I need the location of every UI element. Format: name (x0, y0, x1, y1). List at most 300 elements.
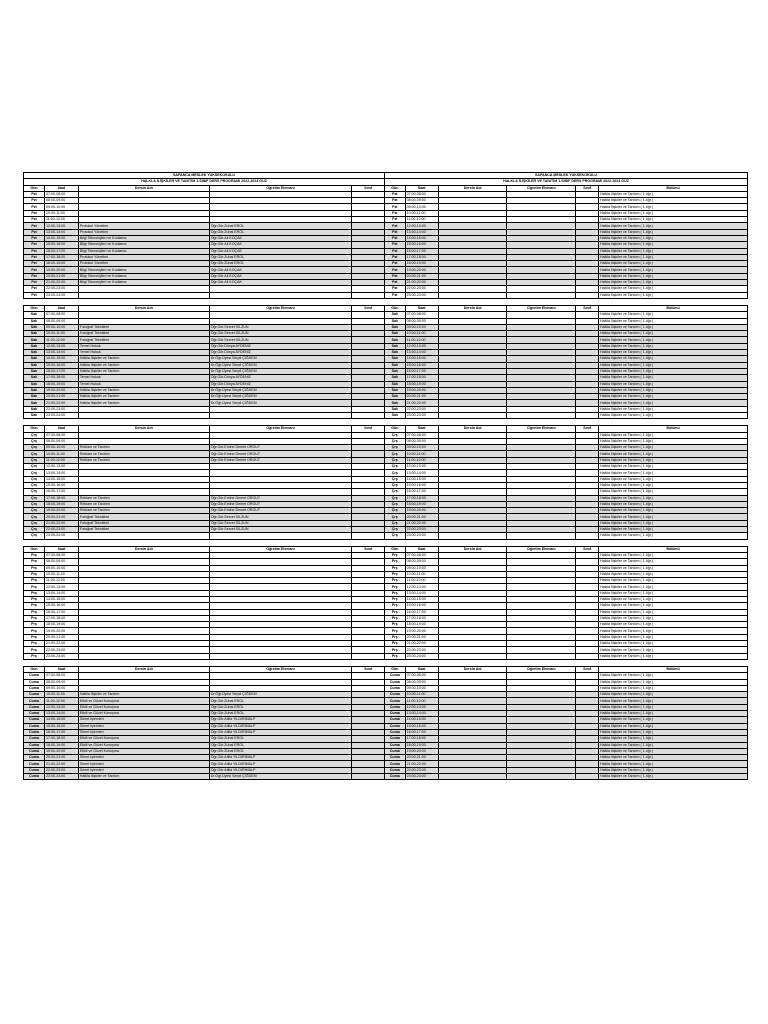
course-cell: Temel Hukuk (78, 350, 209, 356)
time-cell: 17:00-18:00 (405, 615, 438, 621)
time-cell: 10:00-11:00 (405, 451, 438, 457)
day-cell: Çrş (24, 438, 45, 444)
column-header: Dersin Adı (438, 426, 507, 432)
teacher-cell: Öğr.Gör.Atilla YILDIRIMALP (209, 755, 352, 761)
time-cell: 19:00-20:00 (405, 628, 438, 634)
column-header: Öğretim Elemanı (209, 426, 352, 432)
gap-cell (352, 539, 385, 546)
day-cell: Cuma (24, 774, 45, 780)
teacher-cell: Öğr.Gör.Atilla YILDIRIMALP (209, 767, 352, 773)
column-header: Saat (45, 546, 79, 552)
day-cell: Prş (24, 641, 45, 647)
teacher-cell: Öğr.Gör.Dünya AYDENİZ (209, 343, 352, 349)
teacher-cell: Dr.Öğr.Üyesi Serpil ÇİĞDEM (209, 387, 352, 393)
day-cell: Pzt (385, 210, 406, 216)
gap-cell (385, 539, 406, 546)
time-cell: 20:00-21:00 (45, 514, 79, 520)
day-cell: Prş (385, 634, 406, 640)
time-cell: 17:00-18:00 (405, 736, 438, 742)
day-cell: Pzt (385, 254, 406, 260)
day-cell: Pzt (24, 217, 45, 223)
day-cell: Cuma (24, 755, 45, 761)
gap-cell (78, 419, 209, 426)
department-cell: Halkla İlişkiler ve Tanıtım ( 1.öğr.) (599, 198, 748, 204)
course-cell: Reklam ve Tanıtım (78, 445, 209, 451)
time-cell: 21:00-22:00 (45, 400, 79, 406)
course-cell: Halkla İlişkiler ve Tanıtım (78, 394, 209, 400)
day-cell: Çrş (24, 482, 45, 488)
time-cell: 19:00-20:00 (45, 508, 79, 514)
course-cell: Reklam ve Tanıtım (78, 451, 209, 457)
teacher-cell: Öğr.Gör.Zuhal EROL (209, 742, 352, 748)
column-header: Saat (45, 666, 79, 672)
department-cell: Halkla İlişkiler ve Tanıtım ( 1.öğr.) (599, 527, 748, 533)
time-cell: 23:00-24:00 (45, 412, 79, 418)
department-cell: Halkla İlişkiler ve Tanıtım ( 1.öğr.) (599, 350, 748, 356)
course-cell: Fotoğraf Teknikleri (78, 514, 209, 520)
department-cell: Halkla İlişkiler ve Tanıtım ( 1.öğr.) (599, 622, 748, 628)
time-cell: 23:00-24:00 (45, 533, 79, 539)
time-cell: 13:00-14:00 (405, 229, 438, 235)
column-header: Gün (24, 185, 45, 191)
time-cell: 15:00-16:00 (45, 362, 79, 368)
gap-cell (507, 659, 576, 666)
column-header: Sınıf (352, 185, 385, 191)
day-cell: Çrş (385, 445, 406, 451)
department-cell: Halkla İlişkiler ve Tanıtım ( 1.öğr.) (599, 375, 748, 381)
time-cell: 18:00-19:00 (45, 742, 79, 748)
column-header: Dersin Adı (78, 185, 209, 191)
day-cell: Salı (24, 406, 45, 412)
day-cell: Pzt (385, 267, 406, 273)
gap-cell (405, 659, 438, 666)
day-cell: Çrş (24, 520, 45, 526)
time-cell: 22:00-23:00 (45, 286, 79, 292)
time-cell: 10:00-11:00 (45, 692, 79, 698)
course-cell: Fotoğraf Teknikleri (78, 527, 209, 533)
day-cell: Pzt (24, 235, 45, 241)
time-cell: 11:00-12:00 (45, 337, 79, 343)
day-gap (24, 539, 385, 546)
column-header: Saat (405, 305, 438, 311)
time-cell: 16:00-17:00 (405, 248, 438, 254)
time-cell: 15:00-16:00 (45, 723, 79, 729)
column-header: Gün (385, 426, 406, 432)
teacher-cell: Öğr.Gör.Ali KOÇAK (209, 273, 352, 279)
gap-cell (507, 419, 576, 426)
course-cell: Reklam ve Tanıtım (78, 501, 209, 507)
time-cell: 19:00-20:00 (405, 748, 438, 754)
teacher-cell: Dr.Öğr.Üyesi Serpil ÇİĞDEM (209, 362, 352, 368)
gap-cell (209, 659, 352, 666)
time-cell: 21:00-22:00 (405, 280, 438, 286)
course-cell: Senet İşlemleri (78, 761, 209, 767)
department-cell: Halkla İlişkiler ve Tanıtım ( 1.öğr.) (599, 609, 748, 615)
department-cell: Halkla İlişkiler ve Tanıtım ( 1.öğr.) (599, 489, 748, 495)
time-cell: 23:00-24:00 (405, 774, 438, 780)
day-cell: Salı (24, 324, 45, 330)
time-cell: 13:00-14:00 (45, 470, 79, 476)
day-gap (385, 539, 748, 546)
teacher-cell: Öğr.Gör.Emine Demet ORGUT (209, 501, 352, 507)
day-cell: Pzt (385, 229, 406, 235)
day-cell: Prş (385, 590, 406, 596)
department-cell: Halkla İlişkiler ve Tanıtım ( 1.öğr.) (599, 451, 748, 457)
department-cell: Halkla İlişkiler ve Tanıtım ( 1.öğr.) (599, 235, 748, 241)
department-cell: Halkla İlişkiler ve Tanıtım ( 1.öğr.) (599, 470, 748, 476)
course-cell: Protokol Yönetimi (78, 254, 209, 260)
day-cell: Salı (24, 356, 45, 362)
gap-cell (45, 659, 79, 666)
day-cell: Cuma (24, 673, 45, 679)
day-cell: Prş (385, 584, 406, 590)
teacher-cell: Öğr.Gör.Atilla YILDIRIMALP (209, 717, 352, 723)
time-cell: 15:00-16:00 (45, 482, 79, 488)
day-cell: Cuma (385, 679, 406, 685)
day-cell: Pzt (24, 191, 45, 197)
course-cell: Bilgi Teknolojileri ve Kodlama (78, 242, 209, 248)
department-cell: Halkla İlişkiler ve Tanıtım ( 1.öğr.) (599, 736, 748, 742)
time-cell: 17:00-18:00 (405, 375, 438, 381)
column-header: Öğretim Elemanı (209, 305, 352, 311)
day-cell: Prş (24, 634, 45, 640)
column-header: Saat (405, 185, 438, 191)
department-cell: Halkla İlişkiler ve Tanıtım ( 1.öğr.) (599, 217, 748, 223)
day-cell: Prş (385, 597, 406, 603)
day-cell: Prş (24, 597, 45, 603)
department-cell: Halkla İlişkiler ve Tanıtım ( 1.öğr.) (599, 761, 748, 767)
department-cell: Halkla İlişkiler ve Tanıtım ( 1.öğr.) (599, 774, 748, 780)
day-cell: Çrş (24, 476, 45, 482)
column-header: Dersin Adı (438, 305, 507, 311)
day-cell: Prş (385, 552, 406, 558)
teacher-cell: Dr.Öğr.Üyesi Serpil ÇİĞDEM (209, 400, 352, 406)
time-cell: 14:00-15:00 (45, 356, 79, 362)
day-cell: Prş (24, 565, 45, 571)
department-cell: Halkla İlişkiler ve Tanıtım ( 1.öğr.) (599, 647, 748, 653)
column-header: Dersin Adı (438, 185, 507, 191)
course-cell: Bilgi Teknolojileri ve Kodlama (78, 267, 209, 273)
day-cell: Prş (385, 578, 406, 584)
column-header: Saat (45, 305, 79, 311)
time-cell: 15:00-16:00 (405, 242, 438, 248)
column-header: Saat (405, 666, 438, 672)
department-cell: Halkla İlişkiler ve Tanıtım ( 1.öğr.) (599, 191, 748, 197)
day-cell: Salı (385, 368, 406, 374)
time-cell: 07:00-08:00 (45, 432, 79, 438)
column-header: Öğretim Elemanı (209, 185, 352, 191)
time-cell: 22:00-23:00 (405, 527, 438, 533)
gap-cell (45, 419, 79, 426)
department-cell: Halkla İlişkiler ve Tanıtım ( 1.öğr.) (599, 704, 748, 710)
day-cell: Pzt (24, 273, 45, 279)
department-cell: Halkla İlişkiler ve Tanıtım ( 1.öğr.) (599, 324, 748, 330)
day-cell: Çrş (385, 482, 406, 488)
time-cell: 15:00-16:00 (405, 603, 438, 609)
column-header: Saat (45, 185, 79, 191)
department-cell: Halkla İlişkiler ve Tanıtım ( 1.öğr.) (599, 578, 748, 584)
column-header: Saat (405, 426, 438, 432)
gap-cell (507, 298, 576, 305)
day-cell: Prş (24, 615, 45, 621)
time-cell: 08:00-09:00 (45, 318, 79, 324)
time-cell: 13:00-14:00 (45, 590, 79, 596)
department-cell: Halkla İlişkiler ve Tanıtım ( 1.öğr.) (599, 685, 748, 691)
gap-cell (438, 539, 507, 546)
day-cell: Cuma (385, 748, 406, 754)
gap-cell (352, 419, 385, 426)
teacher-cell: Dr.Öğr.Üyesi Serpil ÇİĞDEM (209, 356, 352, 362)
time-cell: 23:00-24:00 (45, 292, 79, 298)
column-header: Sınıf (352, 305, 385, 311)
column-header: Gün (24, 426, 45, 432)
day-cell: Prş (24, 628, 45, 634)
time-cell: 11:00-12:00 (405, 337, 438, 343)
course-cell: Senet İşlemleri (78, 717, 209, 723)
course-cell: Temel Hukuk (78, 381, 209, 387)
day-cell: Pzt (24, 204, 45, 210)
column-header: Sınıf (576, 666, 599, 672)
column-header: Bölümü (599, 666, 748, 672)
department-cell: Halkla İlişkiler ve Tanıtım ( 1.öğr.) (599, 597, 748, 603)
department-cell: Halkla İlişkiler ve Tanıtım ( 1.öğr.) (599, 273, 748, 279)
time-cell: 16:00-17:00 (45, 609, 79, 615)
day-cell: Salı (24, 343, 45, 349)
teacher-cell: Öğr.Gör.Servet SİLZUN (209, 324, 352, 330)
department-cell: Halkla İlişkiler ve Tanıtım ( 1.öğr.) (599, 337, 748, 343)
column-header: Bölümü (599, 546, 748, 552)
day-cell: Cuma (24, 685, 45, 691)
time-cell: 18:00-19:00 (405, 501, 438, 507)
time-cell: 07:00-08:00 (45, 552, 79, 558)
time-cell: 18:00-19:00 (45, 261, 79, 267)
day-cell: Çrş (385, 438, 406, 444)
gap-cell (24, 419, 45, 426)
course-cell: Temel Hukuk (78, 343, 209, 349)
column-header: Saat (405, 546, 438, 552)
course-cell: Protokol Yönetimi (78, 223, 209, 229)
schedule-right (384, 172, 748, 780)
day-cell: Çrş (24, 501, 45, 507)
department-cell: Halkla İlişkiler ve Tanıtım ( 1.öğr.) (599, 520, 748, 526)
time-cell: 20:00-21:00 (405, 273, 438, 279)
time-cell: 14:00-15:00 (45, 717, 79, 723)
gap-cell (78, 298, 209, 305)
time-cell: 20:00-21:00 (45, 394, 79, 400)
course-cell: Fotoğraf Teknikleri (78, 337, 209, 343)
day-cell: Salı (24, 387, 45, 393)
column-header: Bölümü (599, 185, 748, 191)
course-cell: Bilgi Teknolojileri ve Kodlama (78, 248, 209, 254)
gap-cell (385, 298, 406, 305)
day-cell: Prş (385, 641, 406, 647)
time-cell: 21:00-22:00 (405, 520, 438, 526)
department-cell: Halkla İlişkiler ve Tanıtım ( 1.öğr.) (599, 394, 748, 400)
day-cell: Prş (385, 609, 406, 615)
department-cell: Halkla İlişkiler ve Tanıtım ( 1.öğr.) (599, 331, 748, 337)
gap-cell (352, 659, 385, 666)
time-cell: 08:00-09:00 (45, 679, 79, 685)
department-cell: Halkla İlişkiler ve Tanıtım ( 1.öğr.) (599, 432, 748, 438)
department-cell: Halkla İlişkiler ve Tanıtım ( 1.öğr.) (599, 223, 748, 229)
day-cell: Pzt (24, 248, 45, 254)
course-cell: Fotoğraf Teknikleri (78, 520, 209, 526)
time-cell: 23:00-24:00 (45, 653, 79, 659)
program-title-left: HALKLA İLİŞKİLER VE TANITIM 1.SINIF DERS PROGRAMI 2022-2023 GÜZ (24, 179, 385, 185)
course-cell: Etkili ve Güzel Konuşma (78, 711, 209, 717)
teacher-cell: Dr.Öğr.Üyesi Serpil ÇİĞDEM (209, 394, 352, 400)
department-cell: Halkla İlişkiler ve Tanıtım ( 1.öğr.) (599, 628, 748, 634)
time-cell: 20:00-21:00 (45, 755, 79, 761)
day-cell: Salı (24, 350, 45, 356)
time-cell: 10:00-11:00 (45, 451, 79, 457)
department-cell: Halkla İlişkiler ve Tanıtım ( 1.öğr.) (599, 559, 748, 565)
time-cell: 14:00-15:00 (45, 597, 79, 603)
teacher-cell: Öğr.Gör.Ali KOÇAK (209, 280, 352, 286)
day-cell: Cuma (385, 774, 406, 780)
time-cell: 16:00-17:00 (405, 368, 438, 374)
department-cell: Halkla İlişkiler ve Tanıtım ( 1.öğr.) (599, 692, 748, 698)
teacher-cell: Öğr.Gör.Zuhal EROL (209, 704, 352, 710)
department-cell: Halkla İlişkiler ve Tanıtım ( 1.öğr.) (599, 438, 748, 444)
time-cell: 14:00-15:00 (405, 356, 438, 362)
day-cell: Cuma (24, 692, 45, 698)
department-cell: Halkla İlişkiler ve Tanıtım ( 1.öğr.) (599, 508, 748, 514)
day-cell: Salı (385, 362, 406, 368)
gap-cell (599, 419, 748, 426)
department-cell: Halkla İlişkiler ve Tanıtım ( 1.öğr.) (599, 343, 748, 349)
column-header: Öğretim Elemanı (507, 185, 576, 191)
time-cell: 12:00-13:00 (45, 704, 79, 710)
day-cell: Prş (385, 622, 406, 628)
time-cell: 07:00-08:00 (405, 312, 438, 318)
gap-cell (599, 539, 748, 546)
day-cell: Prş (24, 647, 45, 653)
time-cell: 16:00-17:00 (405, 609, 438, 615)
department-cell: Halkla İlişkiler ve Tanıtım ( 1.öğr.) (599, 729, 748, 735)
time-cell: 12:00-13:00 (405, 464, 438, 470)
day-cell: Salı (24, 381, 45, 387)
gap-cell (405, 419, 438, 426)
day-cell: Salı (24, 337, 45, 343)
day-cell: Pzt (385, 217, 406, 223)
time-cell: 13:00-14:00 (45, 711, 79, 717)
day-cell: Prş (24, 603, 45, 609)
time-cell: 22:00-23:00 (45, 406, 79, 412)
day-gap (24, 659, 385, 666)
day-cell: Pzt (24, 292, 45, 298)
department-cell: Halkla İlişkiler ve Tanıtım ( 1.öğr.) (599, 723, 748, 729)
time-cell: 10:00-11:00 (45, 571, 79, 577)
time-cell: 20:00-21:00 (405, 634, 438, 640)
department-cell: Halkla İlişkiler ve Tanıtım ( 1.öğr.) (599, 457, 748, 463)
column-header: Dersin Adı (438, 666, 507, 672)
time-cell: 20:00-21:00 (45, 634, 79, 640)
department-cell: Halkla İlişkiler ve Tanıtım ( 1.öğr.) (599, 229, 748, 235)
course-cell: Halkla İlişkiler ve Tanıtım (78, 387, 209, 393)
teacher-cell: Öğr.Gör.Zuhal EROL (209, 711, 352, 717)
column-header: Sınıf (576, 305, 599, 311)
time-cell: 20:00-21:00 (405, 514, 438, 520)
column-header: Öğretim Elemanı (507, 666, 576, 672)
department-cell: Halkla İlişkiler ve Tanıtım ( 1.öğr.) (599, 641, 748, 647)
teacher-cell: Öğr.Gör.Emine Demet ORGUT (209, 451, 352, 457)
department-cell: Halkla İlişkiler ve Tanıtım ( 1.öğr.) (599, 584, 748, 590)
program-title-right: HALKLA İLİŞKİLER VE TANITIM 1.SINIF DERS PROGRAMI 2022-2023 GÜZ (385, 179, 748, 185)
gap-cell (599, 659, 748, 666)
day-cell: Pzt (24, 267, 45, 273)
teacher-cell: Öğr.Gör.Servet SİLZUN (209, 337, 352, 343)
course-cell: Fotoğraf Teknikleri (78, 324, 209, 330)
classroom-cell (352, 774, 385, 780)
department-cell: Halkla İlişkiler ve Tanıtım ( 1.öğr.) (599, 514, 748, 520)
time-cell: 18:00-19:00 (45, 501, 79, 507)
column-header: Bölümü (599, 305, 748, 311)
time-cell: 09:00-10:00 (405, 565, 438, 571)
gap-cell (209, 298, 352, 305)
time-cell: 09:00-10:00 (45, 445, 79, 451)
column-header: Öğretim Elemanı (209, 546, 352, 552)
day-cell: Cuma (385, 692, 406, 698)
day-cell: Cuma (385, 698, 406, 704)
time-cell: 22:00-23:00 (45, 647, 79, 653)
schedule-left (23, 172, 385, 780)
day-cell: Prş (385, 559, 406, 565)
course-cell: Halkla İlişkiler ve Tanıtım (78, 400, 209, 406)
column-header: Sınıf (352, 426, 385, 432)
day-gap (24, 298, 385, 305)
gap-cell (45, 298, 79, 305)
gap-cell (576, 539, 599, 546)
department-cell: Halkla İlişkiler ve Tanıtım ( 1.öğr.) (599, 356, 748, 362)
department-cell: Halkla İlişkiler ve Tanıtım ( 1.öğr.) (599, 286, 748, 292)
time-cell: 23:00-24:00 (405, 653, 438, 659)
department-cell: Halkla İlişkiler ve Tanıtım ( 1.öğr.) (599, 767, 748, 773)
day-cell: Salı (24, 318, 45, 324)
gap-cell (209, 419, 352, 426)
time-cell: 18:00-19:00 (405, 622, 438, 628)
teacher-cell: Öğr.Gör.Emine Demet ORGUT (209, 457, 352, 463)
department-cell: Halkla İlişkiler ve Tanıtım ( 1.öğr.) (599, 368, 748, 374)
teacher-cell: Öğr.Gör.Emine Demet ORGUT (209, 495, 352, 501)
gap-cell (438, 659, 507, 666)
day-cell: Salı (24, 412, 45, 418)
department-cell: Halkla İlişkiler ve Tanıtım ( 1.öğr.) (599, 653, 748, 659)
time-cell: 15:00-16:00 (405, 723, 438, 729)
course-cell: Protokol Yönetimi (78, 229, 209, 235)
time-cell: 07:00-08:00 (45, 673, 79, 679)
teacher-cell: Öğr.Gör.Atilla YILDIRIMALP (209, 729, 352, 735)
time-cell: 07:00-08:00 (405, 191, 438, 197)
time-cell: 22:00-23:00 (45, 767, 79, 773)
time-cell: 19:00-20:00 (45, 628, 79, 634)
time-cell: 22:00-23:00 (405, 286, 438, 292)
day-cell: Pzt (385, 198, 406, 204)
column-header: Gün (385, 305, 406, 311)
day-cell: Çrş (24, 527, 45, 533)
day-cell: Salı (385, 381, 406, 387)
day-cell: Cuma (24, 717, 45, 723)
department-cell: Halkla İlişkiler ve Tanıtım ( 1.öğr.) (599, 406, 748, 412)
teacher-cell: Dr.Öğr.Üyesi Serpil ÇİĞDEM (209, 774, 352, 780)
day-gap (385, 419, 748, 426)
gap-cell (507, 539, 576, 546)
time-cell: 16:00-17:00 (405, 489, 438, 495)
day-cell: Çrş (385, 432, 406, 438)
time-cell: 18:00-19:00 (45, 381, 79, 387)
time-cell: 08:00-09:00 (405, 438, 438, 444)
day-cell: Çrş (24, 470, 45, 476)
